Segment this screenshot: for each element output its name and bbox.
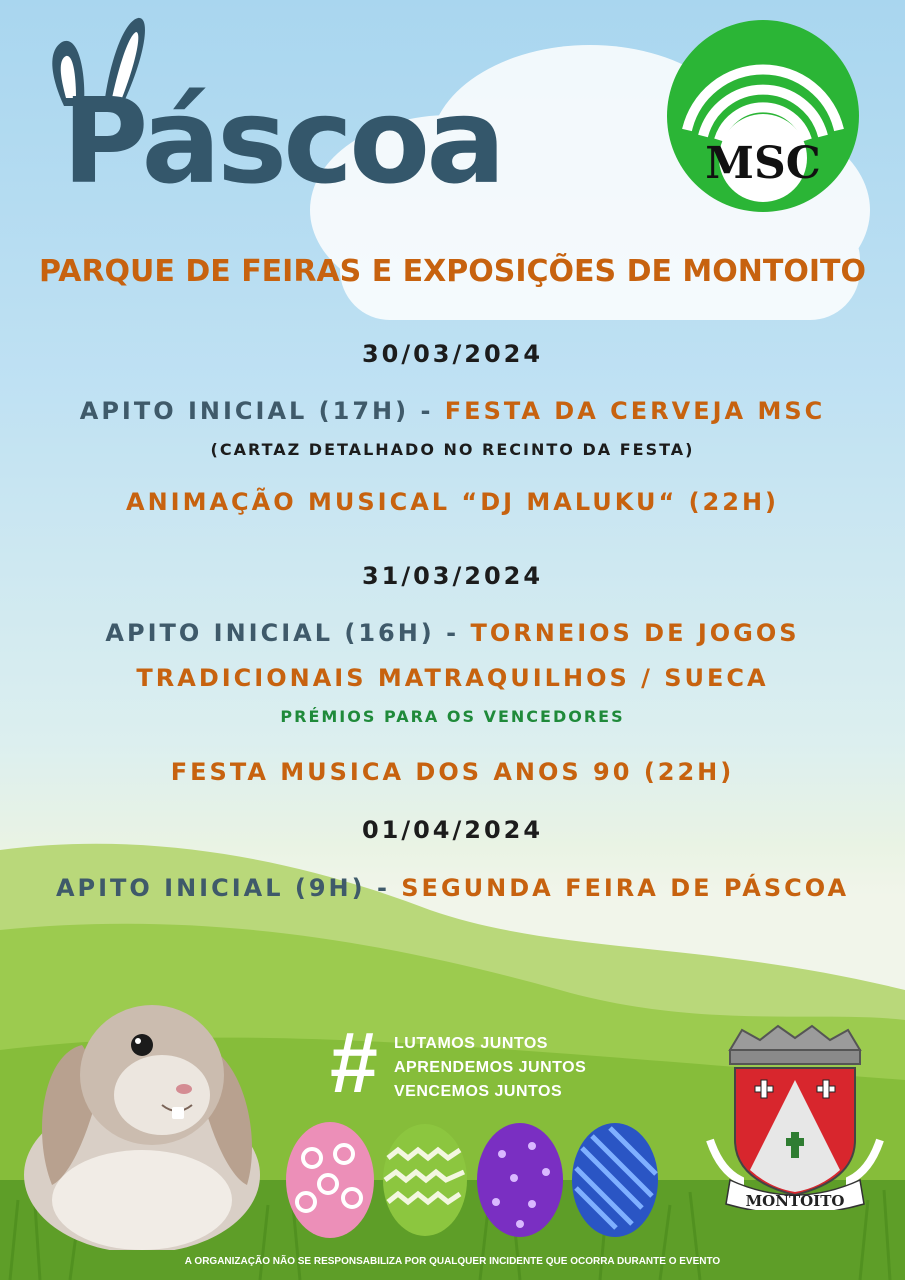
date-day2: 31/03/2024 bbox=[361, 562, 544, 590]
msc-logo bbox=[665, 18, 861, 214]
venue-subtitle: PARQUE DE FEIRAS E EXPOSIÇÕES DE MONTOITO bbox=[39, 254, 866, 289]
slogan-line-1: LUTAMOS JUNTOS bbox=[394, 1035, 548, 1052]
day1-line1-event: FESTA DA CERVEJA MSC bbox=[444, 397, 826, 425]
egg-pink bbox=[286, 1122, 374, 1238]
crest-label: MONTOITO bbox=[745, 1192, 845, 1210]
day2-line2: TRADICIONAIS MATRAQUILHOS / SUECA bbox=[136, 664, 769, 692]
day1-line1-start: APITO INICIAL (17H) - bbox=[79, 397, 445, 425]
day3-line1-event: SEGUNDA FEIRA DE PÁSCOA bbox=[401, 874, 850, 902]
day3-line1-start: APITO INICIAL (9H) - bbox=[55, 874, 402, 902]
hashtag-icon: # bbox=[330, 1015, 378, 1111]
day3-line1 bbox=[0, 874, 905, 902]
easter-eggs-icon bbox=[270, 1118, 670, 1240]
day2-line3: FESTA MUSICA DOS ANOS 90 (22H) bbox=[170, 758, 735, 786]
page-title: Páscoa bbox=[62, 72, 502, 210]
date-day1: 30/03/2024 bbox=[361, 340, 544, 368]
rabbit-photo bbox=[12, 985, 272, 1250]
day1-note: (CARTAZ DETALHADO NO RECINTO DA FESTA) bbox=[210, 440, 695, 459]
date-day3: 01/04/2024 bbox=[361, 816, 544, 844]
slogan-line-3: VENCEMOS JUNTOS bbox=[394, 1083, 563, 1100]
day1-line2: ANIMAÇÃO MUSICAL “DJ MALUKU“ (22H) bbox=[126, 488, 779, 516]
slogan bbox=[394, 1032, 586, 1104]
egg-green bbox=[383, 1124, 467, 1236]
day2-line1-start: APITO INICIAL (16H) - bbox=[105, 619, 471, 647]
day2-line1-event: TORNEIOS DE JOGOS bbox=[470, 619, 800, 647]
day1-line1 bbox=[0, 397, 905, 425]
egg-purple bbox=[477, 1123, 563, 1237]
day2-line1 bbox=[0, 619, 905, 647]
montoito-crest bbox=[700, 1020, 890, 1210]
day2-prizes: PRÉMIOS PARA OS VENCEDORES bbox=[280, 707, 625, 726]
egg-blue bbox=[572, 1123, 658, 1237]
msc-logo-letters: MSC bbox=[705, 138, 821, 189]
slogan-line-2: APRENDEMOS JUNTOS bbox=[394, 1059, 587, 1076]
footer-disclaimer: A ORGANIZAÇÃO NÃO SE RESPONSABILIZA POR QUALQUER INCIDENTE QUE OCORRA DURANTE O EVENTO bbox=[184, 1256, 721, 1267]
